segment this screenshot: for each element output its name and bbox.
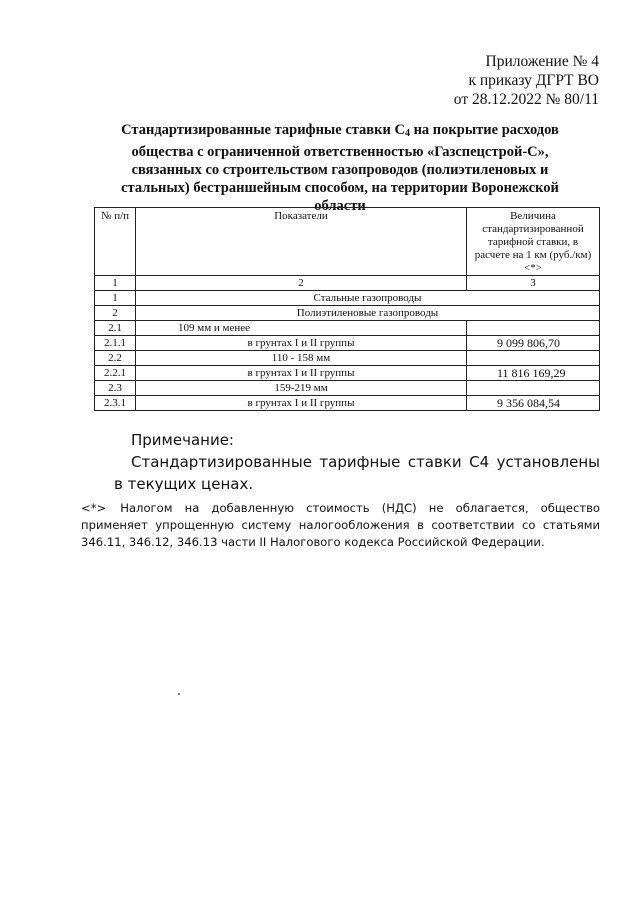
- row-num: 2.3.1: [95, 396, 136, 411]
- appendix-header: [454, 52, 599, 109]
- table-row: [95, 291, 600, 306]
- row-indicator: Полиэтиленовые газопроводы: [136, 306, 600, 321]
- column-number-row: [95, 276, 600, 291]
- table-row: [95, 336, 600, 351]
- row-num: 2.3: [95, 381, 136, 396]
- appendix-line-2: к приказу ДГРТ ВО: [468, 72, 599, 89]
- row-indicator: 110 - 158 мм: [136, 351, 467, 366]
- row-value: 9 099 806,70: [467, 336, 600, 351]
- table-row: [95, 321, 600, 336]
- table-row: [95, 396, 600, 411]
- row-num: 2.2.1: [95, 366, 136, 381]
- row-indicator: Стальные газопроводы: [136, 291, 600, 306]
- scan-speck: [178, 693, 180, 695]
- row-value: [467, 351, 600, 366]
- row-num: 2.1.1: [95, 336, 136, 351]
- row-value: [467, 381, 600, 396]
- row-num: 2: [95, 306, 136, 321]
- row-indicator: в грунтах I и II группы: [136, 366, 467, 381]
- table-row: [95, 306, 600, 321]
- row-num: 1: [95, 291, 136, 306]
- row-indicator: 109 мм и менее: [136, 321, 467, 336]
- row-num: 2.2: [95, 351, 136, 366]
- row-indicator: в грунтах I и II группы: [136, 336, 467, 351]
- row-num: 2.1: [95, 321, 136, 336]
- row-indicator: в грунтах I и II группы: [136, 396, 467, 411]
- row-indicator: 159-219 мм: [136, 381, 467, 396]
- appendix-line-1: Приложение № 4: [485, 53, 599, 70]
- footnote-text: Налогом на добавленную стоимость (НДС) не облагается, общество применяет упрощенную систему налогообложения в соответствии со статьями 346.11, 346.12, 346.13 части II Налогового кодекса Российской Федерации.: [81, 501, 600, 549]
- table-row: [95, 366, 600, 381]
- row-value: 11 816 169,29: [467, 366, 600, 381]
- note-label: Примечание:: [131, 431, 234, 449]
- title-subscript: 4: [404, 128, 410, 139]
- footnote: [81, 500, 600, 551]
- appendix-line-3: от 28.12.2022 № 80/11: [453, 91, 599, 108]
- header-num: № п/п: [95, 208, 136, 276]
- col-number-3: 3: [467, 276, 600, 291]
- title-part-1: Стандартизированные тарифные ставки С: [121, 122, 405, 138]
- table-header-row: [95, 208, 600, 276]
- col-number-1: 1: [95, 276, 136, 291]
- table-row: [95, 351, 600, 366]
- tariff-table: [94, 207, 600, 411]
- title-part-2: на покрытие расходов общества с ограниченной ответственностью «Газспецстрой-С», связанных со строительством газопроводов (полиэтиленовых и стальных) бестраншейным способом, на территории Воронежской области: [121, 122, 559, 214]
- document-title: [98, 121, 582, 215]
- col-number-2: 2: [136, 276, 467, 291]
- header-value: Величина стандартизированной тарифной ставки, в расчете на 1 км (руб./км) <*>: [467, 208, 600, 276]
- table-row: [95, 381, 600, 396]
- footnote-mark: <*>: [81, 501, 107, 515]
- header-indicator: Показатели: [136, 208, 467, 276]
- row-value: 9 356 084,54: [467, 396, 600, 411]
- note-text: Стандартизированные тарифные ставки С4 установлены в текущих ценах.: [114, 453, 600, 493]
- row-value: [467, 321, 600, 336]
